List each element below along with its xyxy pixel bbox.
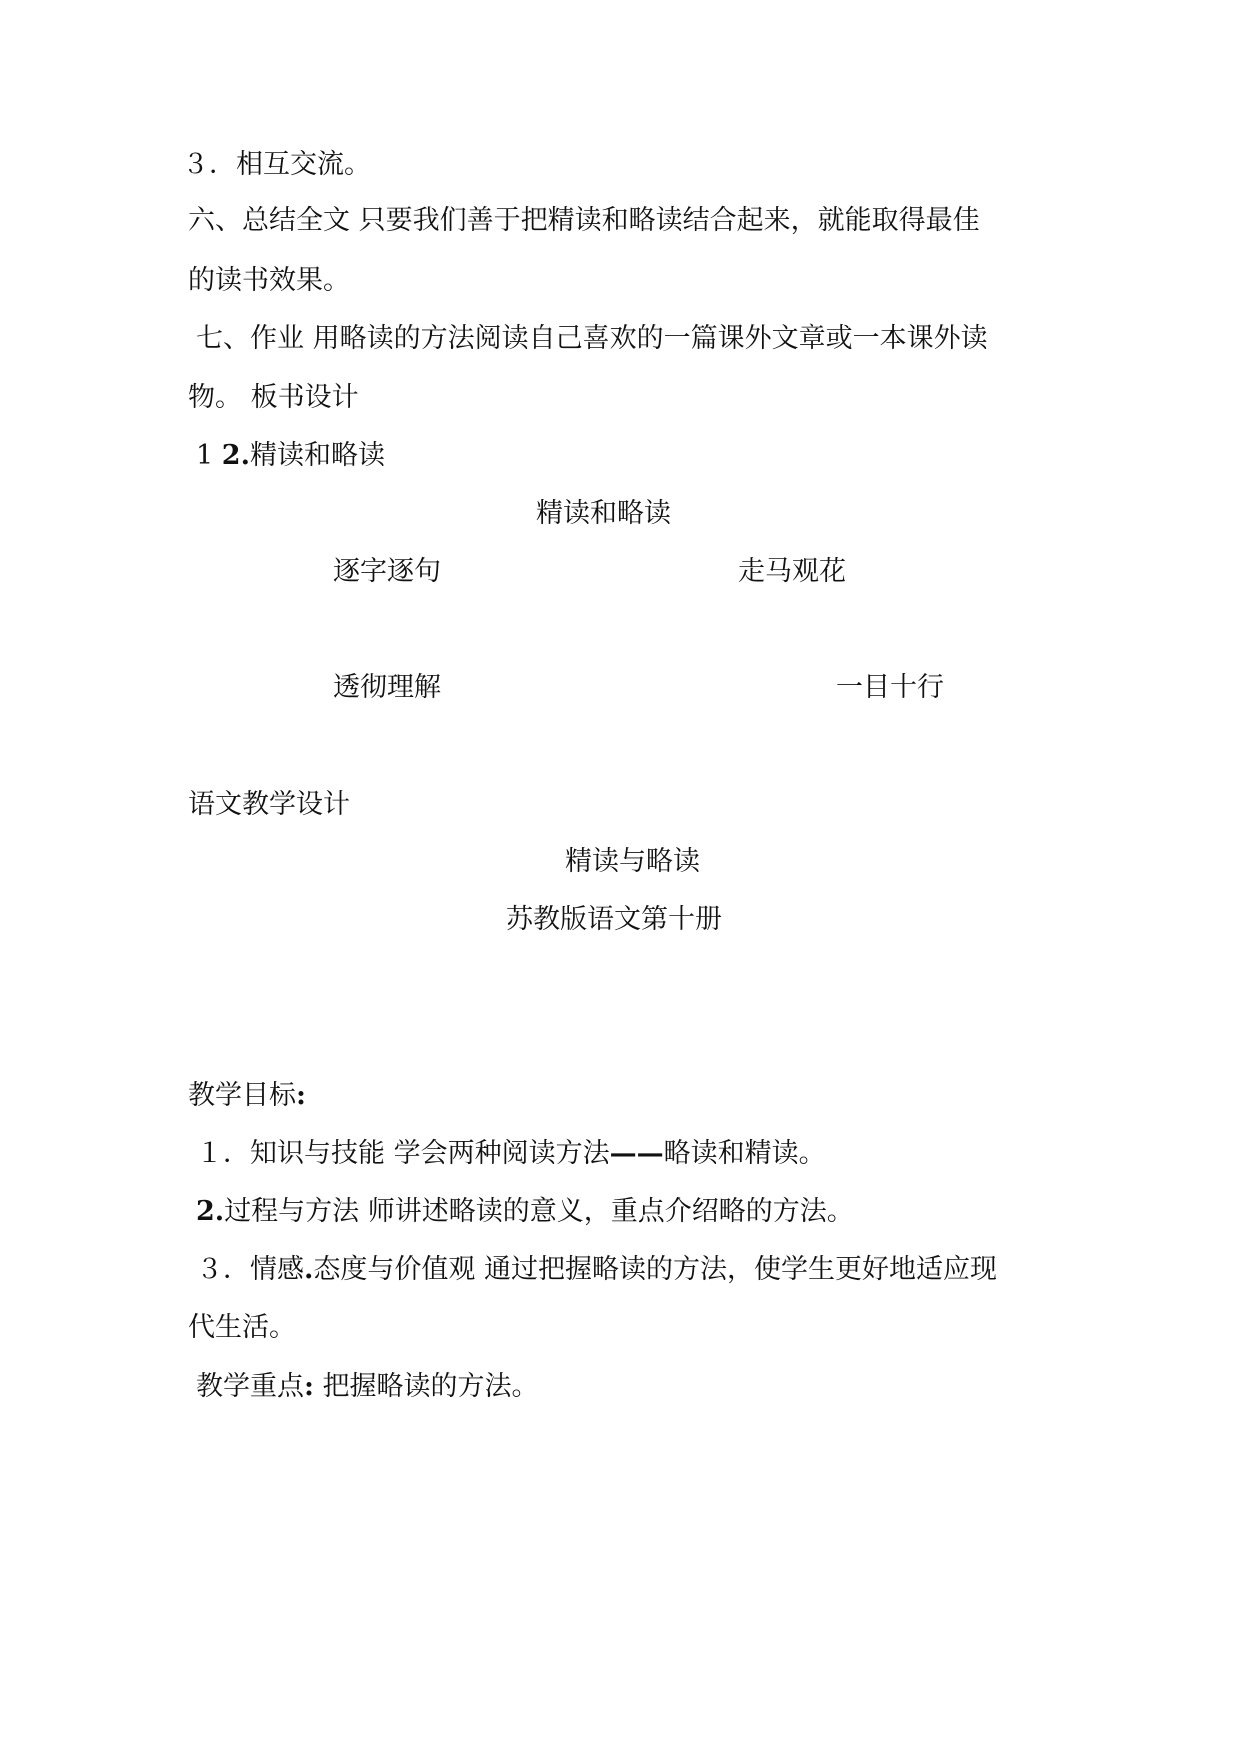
objectives-label-text: 教学目标 [188, 1080, 296, 1111]
design-title: 精读与略读 [565, 846, 700, 877]
board-heading-num-bold: 2. [221, 440, 250, 471]
section-7-homework-cont: 物。 板书设计 [188, 382, 359, 413]
objective-2 [196, 1195, 854, 1229]
board-left-top: 逐字逐句 [333, 556, 441, 587]
step-3-exchange: ３．相互交流。 [182, 149, 371, 180]
teaching-focus [196, 1370, 539, 1404]
board-title: 精读和略读 [536, 498, 671, 529]
objective-2-text: 过程与方法 师讲述略读的意义，重点介绍略的方法。 [224, 1196, 854, 1227]
objective-1-dash: —— [609, 1138, 664, 1169]
objective-1-prefix: １．知识与技能 学会两种阅读方法 [196, 1138, 610, 1169]
board-right-bottom: 一目十行 [836, 672, 944, 703]
objective-2-num: 2. [196, 1196, 225, 1227]
section-6-summary-cont: 的读书效果。 [188, 265, 350, 296]
teaching-focus-colon: : [304, 1371, 314, 1402]
teaching-focus-text: 把握略读的方法。 [313, 1371, 539, 1402]
design-subtitle: 苏教版语文第十册 [506, 904, 722, 935]
section-7-homework: 七、作业 用略读的方法阅读自己喜欢的一篇课外文章或一本课外读 [196, 323, 988, 354]
objective-3 [196, 1253, 997, 1287]
objective-1-suffix: 略读和精读。 [663, 1138, 826, 1169]
board-left-bottom: 透彻理解 [333, 672, 441, 703]
teaching-focus-label: 教学重点 [196, 1371, 304, 1402]
board-heading [196, 439, 385, 473]
board-heading-text: 精读和略读 [249, 440, 385, 471]
section-6-summary: 六、总结全文 只要我们善于把精读和略读结合起来，就能取得最佳 [188, 205, 980, 236]
objectives-label-colon: : [296, 1080, 306, 1111]
objectives-label [188, 1079, 306, 1113]
objective-3-cont: 代生活。 [188, 1312, 296, 1343]
board-heading-num: 1 [196, 440, 214, 471]
design-heading: 语文教学设计 [188, 789, 350, 820]
objective-1 [196, 1137, 826, 1171]
objective-3-text: 态度与价值观 通过把握略读的方法，使学生更好地适应现 [313, 1254, 997, 1285]
objective-3-prefix: ３．情感 [196, 1254, 304, 1285]
board-right-top: 走马观花 [738, 556, 846, 587]
objective-3-dot: . [304, 1254, 314, 1285]
